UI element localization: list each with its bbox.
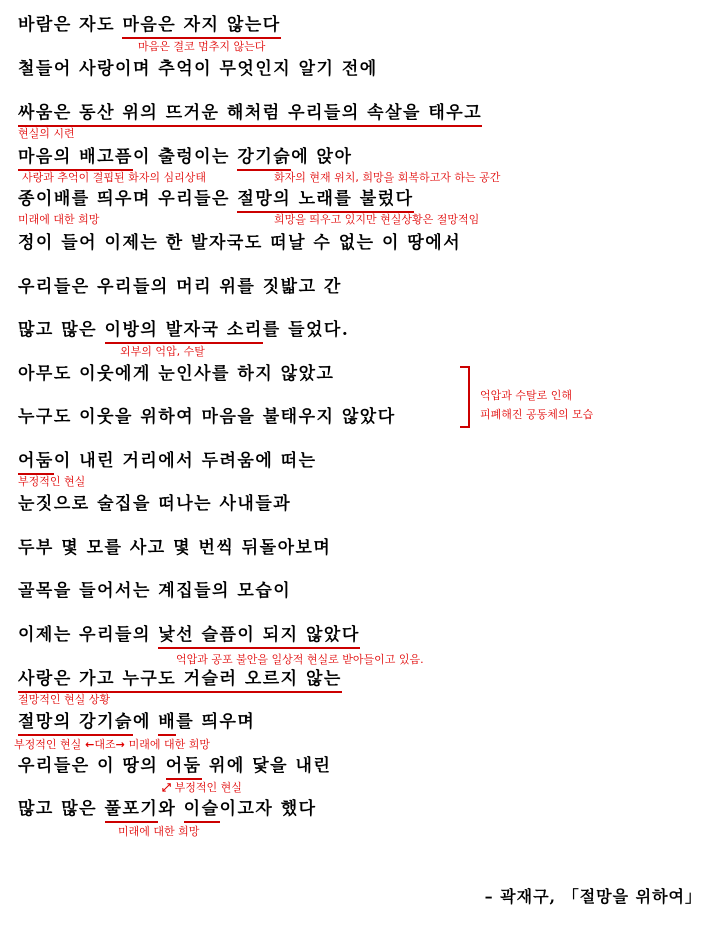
annotation: 억압과 수탈로 인해: [480, 389, 573, 402]
poem-line-9: 아무도 이웃에게 눈인사를 하지 않았고: [18, 364, 335, 384]
annotation: 마음은 결코 멈추지 않는다: [138, 40, 266, 53]
line-text: 이제는 우리들의: [18, 625, 159, 645]
poem-line-18: [18, 755, 331, 777]
line-text: 이고자 했다: [219, 799, 317, 819]
line-text: 이 내린 거리에서 두려움에 떠는: [53, 451, 317, 471]
underlined-phrase: 사랑은 가고 누구도 거슬러 오르지 않는: [18, 669, 342, 689]
underlined-phrase: 배: [158, 712, 177, 732]
underlined-phrase: 싸움은 동산 위의 뜨거운 해처럼 우리들의 속살을 태우고: [18, 103, 483, 123]
underlined-phrase: 어둠: [165, 756, 202, 776]
underlined-phrase: 강기슭: [237, 147, 292, 167]
annotation: 희망을 띄우고 있지만 현실상황은 절망적임: [274, 213, 480, 226]
underlined-phrase: 마음의 배고픔: [18, 147, 133, 167]
poem-line-2: 철들어 사랑이며 추억이 무엇인지 알기 전에: [18, 59, 378, 79]
underlined-phrase: 절망의 노래를 불렀다: [237, 189, 414, 209]
poem-line-7: 우리들은 우리들의 머리 위를 짓밟고 간: [18, 277, 342, 297]
underlined-phrase: 절망의 강기슭: [18, 712, 133, 732]
annotation: 미래에 대한 희망: [128, 738, 210, 751]
annotation: 억압과 공포 불안을 일상적 현실로 받아들이고 있음.: [176, 653, 424, 666]
author-citation: – 곽재구, 「절망을 위하여」: [484, 887, 702, 906]
poem-line-12: 눈짓으로 술집을 떠나는 사내들과: [18, 494, 292, 514]
underlined-phrase: 마음은 자지 않는다: [122, 15, 281, 35]
annotation: 절망적인 현실 상황: [18, 693, 111, 706]
annotation: 부정적인 현실: [18, 475, 86, 488]
bracket: [460, 366, 470, 428]
annotation: 피폐해진 공동체의 모습: [480, 408, 594, 421]
annotation: 미래에 대한 희망: [18, 213, 100, 226]
annotation: 대조: [94, 738, 116, 751]
line-text: 바람은 자도: [18, 15, 123, 35]
underlined-phrase: 이슬: [183, 799, 220, 819]
poem-line-3: [18, 102, 482, 124]
annotation: 화자의 현재 위치, 희망을 회복하고자 하는 공간: [274, 171, 501, 184]
line-text: 를 들었다.: [262, 320, 350, 340]
line-text: 종이배를 띄우며 우리들은: [18, 189, 238, 209]
poem-line-11: [18, 450, 317, 472]
annotation: 부정적인 현실: [14, 738, 82, 751]
poem-line-10: 누구도 이웃을 위하여 마음을 불태우지 않았다: [18, 407, 396, 427]
line-text: 를 띄우며: [176, 712, 256, 732]
poem-line-17: [18, 711, 255, 733]
annotation: 외부의 억압, 수탈: [120, 345, 205, 358]
poem-line-1: [18, 14, 281, 36]
annotation: 현실의 시련: [18, 127, 75, 140]
poem-line-8: [18, 319, 349, 341]
poem-line-4: [18, 146, 352, 168]
annotation: 부정적인 현실: [174, 781, 242, 794]
line-text: 와: [158, 799, 184, 819]
poem-line-13: 두부 몇 모를 사고 몇 번씩 뒤돌아보며: [18, 538, 332, 558]
underlined-phrase: 풀포기: [104, 799, 159, 819]
underlined-phrase: 이방의 발자국 소리: [104, 320, 263, 340]
underlined-phrase: 낯선 슬픔이 되지 않았다: [158, 625, 360, 645]
line-text: 위에 닻을 내린: [201, 756, 332, 776]
line-text: 많고 많은: [18, 799, 105, 819]
line-text: 에: [132, 712, 159, 732]
underlined-phrase: 어둠: [18, 451, 54, 471]
arrow-left-icon: ←: [81, 738, 95, 751]
annotation-contrast: [14, 738, 210, 752]
poem-line-19: [18, 798, 317, 820]
annotation: 사랑과 추억이 결핍된 화자의 심리상태: [22, 171, 207, 184]
poem-line-15: [18, 624, 360, 646]
line-text: 에 앉아: [291, 147, 353, 167]
poem-line-5: [18, 188, 414, 210]
line-text: 우리들은 이 땅의: [18, 756, 166, 776]
poem-line-6: 정이 들어 이제는 한 발자국도 떠날 수 없는 이 땅에서: [18, 233, 462, 253]
annotation-with-arrow: [162, 781, 242, 795]
double-arrow-icon: ⤢: [162, 781, 175, 794]
arrow-right-icon: →: [115, 738, 129, 751]
line-text: 많고 많은: [18, 320, 105, 340]
annotation: 미래에 대한 희망: [118, 825, 200, 838]
line-text: 이 출렁이는: [132, 147, 238, 167]
poem-line-16: [18, 668, 342, 690]
poem-line-14: 골목을 들어서는 계집들의 모습이: [18, 581, 292, 601]
